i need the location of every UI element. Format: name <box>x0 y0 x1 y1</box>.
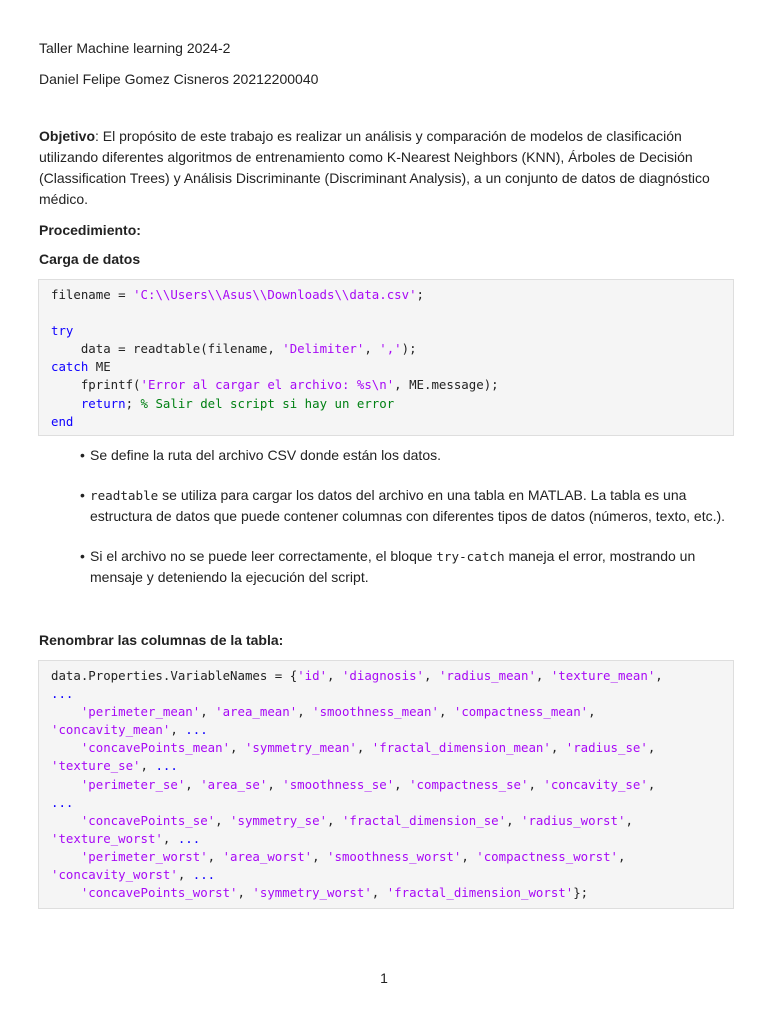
objective-text: : El propósito de este trabajo es realizar un análisis y comparación de modelos de clasificación utilizando diferentes algoritmos de entrenamiento como K-Nearest Neighbors (KNN), Árboles de Decisión (Classification Trees) y Análisis Discriminante (Discriminant Analysis), a un conjunto de datos de diagnóstico médico. <box>39 128 710 207</box>
code-line: ... <box>51 794 74 810</box>
objective-paragraph <box>39 126 719 210</box>
code-line: try <box>51 323 74 339</box>
code-line-blank <box>51 304 721 322</box>
inline-code: try-catch <box>436 549 505 564</box>
author-line: Daniel Felipe Gomez Cisneros 20212200040 <box>39 71 319 87</box>
procedure-heading: Procedimiento: <box>39 222 141 238</box>
code-line: data.Properties.VariableNames = {'id', 'diagnosis', 'radius_mean', 'texture_mean', <box>51 668 663 683</box>
code-line: 'perimeter_se', 'area_se', 'smoothness_se', 'compactness_se', 'concavity_se', <box>80 776 656 792</box>
code-line: return; % Salir del script si hay un error <box>80 395 395 411</box>
code-line: 'texture_worst', ... <box>51 830 201 846</box>
section-heading-carga: Carga de datos <box>39 251 141 267</box>
bullet-icon: • <box>80 487 85 503</box>
code-line: ... <box>51 686 74 702</box>
code-line: 'concavePoints_mean', 'symmetry_mean', 'fractal_dimension_mean', 'radius_se', <box>80 740 656 756</box>
code-line: filename = 'C:\\Users\\Asus\\Downloads\\data.csv'; <box>51 287 425 302</box>
list-item: • readtable se utiliza para cargar los datos del archivo en una tabla en MATLAB. La tabla es una estructura de datos que puede contener columnas con diferentes tipos de datos (números, texto, etc.). <box>80 487 726 524</box>
code-line: fprintf('Error al cargar el archivo: %s\n', ME.message); <box>51 377 499 393</box>
code-line: 'concavity_worst', ... <box>51 867 216 883</box>
code-line: 'perimeter_mean', 'area_mean', 'smoothness_mean', 'compactness_mean', <box>80 704 596 720</box>
objective-label: Objetivo <box>39 128 96 144</box>
bullet-icon: • <box>80 548 85 564</box>
course-title: Taller Machine learning 2024-2 <box>39 40 231 56</box>
page-number: 1 <box>380 970 388 986</box>
code-line: 'concavePoints_worst', 'symmetry_worst', 'fractal_dimension_worst'}; <box>80 885 589 901</box>
inline-code: readtable <box>90 488 159 503</box>
list-item: • Se define la ruta del archivo CSV donde están los datos. <box>80 445 730 466</box>
code-line: 'concavePoints_se', 'symmetry_se', 'fractal_dimension_se', 'radius_worst', <box>80 812 633 828</box>
code-line: data = readtable(filename, 'Delimiter', ','); <box>51 341 417 357</box>
code-line: end <box>51 413 74 429</box>
code-line: 'texture_se', ... <box>51 758 178 774</box>
bullet-icon: • <box>80 447 85 463</box>
code-line: catch ME <box>51 359 111 375</box>
code-block-rename[interactable] <box>38 660 734 909</box>
list-item: • Si el archivo no se puede leer correctamente, el bloque try-catch maneja el error, mostrando un mensaje y deteniendo la ejecución del script. <box>80 548 696 585</box>
section-heading-renombrar: Renombrar las columnas de la tabla: <box>39 632 284 648</box>
code-line: 'concavity_mean', ... <box>51 722 208 738</box>
code-block-load[interactable] <box>38 279 734 436</box>
code-line: 'perimeter_worst', 'area_worst', 'smoothness_worst', 'compactness_worst', <box>80 848 626 864</box>
